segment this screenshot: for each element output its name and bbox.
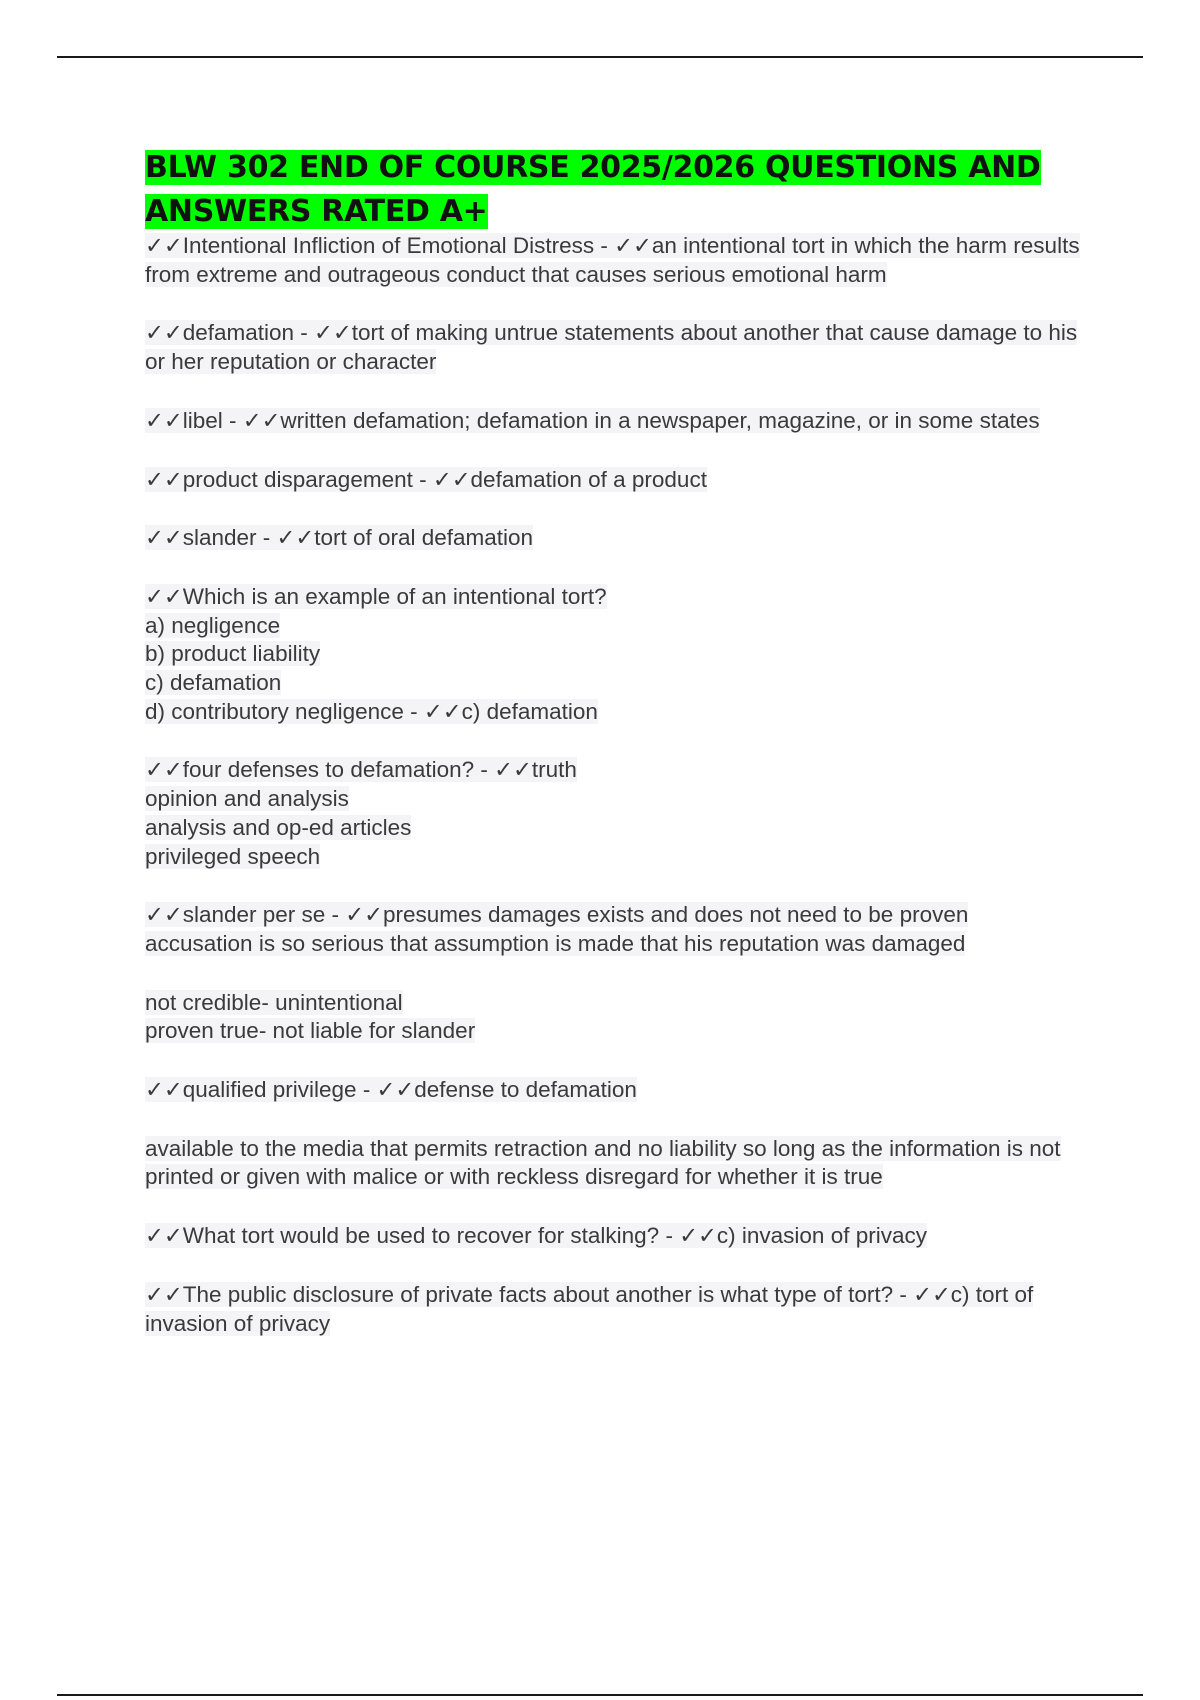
qa-entry: ✓✓slander - ✓✓tort of oral defamation — [145, 525, 534, 551]
qa-entry: ✓✓What tort would be used to recover for stalking? - ✓✓c) invasion of privacy — [145, 1223, 927, 1249]
qa-entry: not credible- unintentional proven true- not liable for slander — [145, 989, 476, 1044]
qa-entry: ✓✓Which is an example of an intentional tort? a) negligence b) product liability c) defamation d) contributory negligence - ✓✓c) defamation — [145, 583, 607, 724]
top-rule — [57, 56, 1143, 58]
qa-list — [145, 232, 1085, 1368]
qa-entry: ✓✓slander per se - ✓✓presumes damages exists and does not need to be proven accusation is so serious that assumption is made that his reputation was damaged — [145, 902, 969, 956]
bottom-rule — [57, 1694, 1143, 1696]
qa-entry: ✓✓product disparagement - ✓✓defamation of a product — [145, 466, 707, 492]
title-highlight: BLW 302 END OF COURSE 2025/2026 QUESTIONS AND ANSWERS RATED A+ — [145, 150, 1041, 229]
qa-entry: ✓✓The public disclosure of private facts about another is what type of tort? - ✓✓c) tort of invasion of privacy — [145, 1281, 1034, 1336]
qa-entry: ✓✓qualified privilege - ✓✓defense to defamation — [145, 1077, 637, 1103]
qa-entry: ✓✓four defenses to defamation? - ✓✓truth opinion and analysis analysis and op-ed articles privileged speech — [145, 757, 577, 869]
qa-entry: ✓✓libel - ✓✓written defamation; defamation in a newspaper, magazine, or in some states — [145, 407, 1040, 433]
page-title — [145, 146, 1045, 234]
qa-entry: ✓✓defamation - ✓✓tort of making untrue statements about another that cause damage to his or her reputation or character — [145, 320, 1078, 375]
qa-entry: available to the media that permits retraction and no liability so long as the information is not printed or given with malice or with reckless disregard for whether it is true — [145, 1135, 1061, 1190]
qa-entry: ✓✓Intentional Infliction of Emotional Distress - ✓✓an intentional tort in which the harm results from extreme and outrageous conduct that causes serious emotional harm — [145, 233, 1080, 287]
